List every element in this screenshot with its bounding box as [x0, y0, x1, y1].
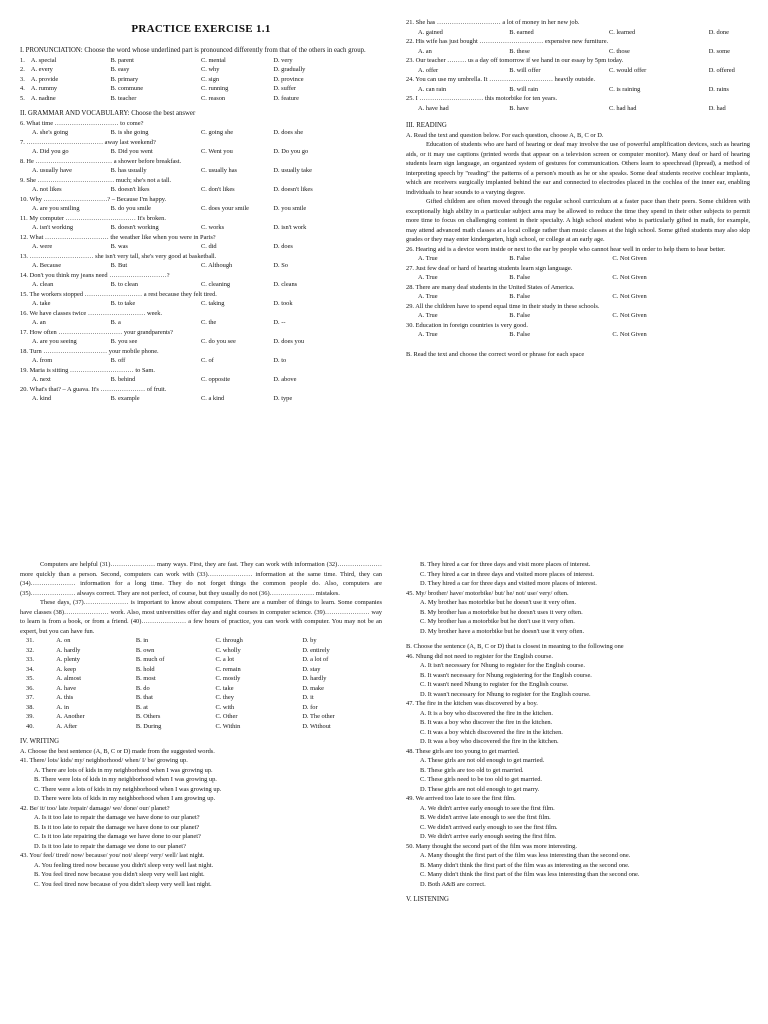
writing-question-list — [20, 756, 382, 889]
grammar-question: 8. He ……………………………… a shower before breakfast. — [20, 157, 182, 165]
grammar-question-list — [20, 119, 382, 404]
option-c: C. Not Given — [612, 312, 647, 319]
option-d: D. to — [273, 357, 287, 364]
writing-option: D. They hired a car for three days and visited more places of interest. — [420, 580, 597, 587]
writing-option: C. There were a lots of kids in my neighborhood when I was growing up. — [34, 785, 222, 793]
grammar-question: 7. ……………………………… away last weekend? — [20, 138, 156, 146]
option-c: C. Not Given — [612, 293, 647, 300]
option-a: A. are you seeing — [32, 338, 77, 345]
option-b: B. False — [509, 293, 531, 300]
option-d: D. doesn't likes — [273, 186, 313, 193]
option-c: C. Other — [215, 713, 238, 720]
cloze-row — [20, 646, 382, 656]
writing-option: A. Many thought the first part of the film was less interesting than the second one. — [420, 852, 631, 859]
option-d: D. rains — [708, 85, 729, 93]
option-c: C. Went you — [201, 148, 233, 155]
option-a: A. True — [418, 293, 438, 300]
writing-option: C. You feel tired now because of you didn't sleep very well last night. — [34, 880, 212, 888]
option-d: D. done — [708, 28, 729, 36]
option-a: A. True — [418, 255, 438, 262]
option-a: A. not likes — [32, 186, 62, 193]
option-d: D. by — [302, 637, 317, 644]
reading-question: 27. Just few deaf or hard of hearing students learn sign language. — [406, 264, 573, 272]
option-b: B. Others — [135, 713, 161, 720]
option-c: C. learned — [608, 28, 636, 36]
option-a: A. True — [418, 331, 438, 338]
reading-heading: III. READING — [406, 122, 447, 129]
option-b: B. will rain — [509, 85, 539, 93]
option-a: A. this — [56, 694, 74, 701]
cloze-row — [20, 703, 382, 713]
cloze-row — [20, 674, 382, 684]
grammar-options — [20, 375, 382, 385]
listening-heading: V. LISTENING — [406, 896, 449, 903]
grammar-question: 11. My computer …………………………… It's broken. — [20, 214, 166, 222]
option-d: D. had — [708, 104, 726, 112]
grammar-options — [20, 185, 382, 195]
option-a: A. After — [56, 722, 78, 730]
option-c: C. works — [201, 224, 225, 231]
writing-option: B. Many didn't think the first part of the film was as interesting as the second one. — [420, 861, 630, 869]
option-a: A. in — [56, 703, 69, 711]
cloze-number: 36. — [26, 684, 34, 692]
cloze-number: 35. — [26, 675, 34, 682]
writing-option: A. It is a boy who discovered the fire in the kitchen. — [420, 709, 553, 717]
cloze-number: 37. — [26, 694, 34, 701]
grammar-options — [20, 280, 382, 290]
cloze-number: 40. — [26, 722, 34, 730]
option-c: C. Not Given — [612, 255, 647, 262]
grammar-question: 22. His wife has just bought ………………………… expensive new furniture. — [406, 38, 609, 45]
option-a: A. almost — [56, 675, 82, 682]
page-2-left-column — [20, 560, 382, 1022]
option-c: C. those — [608, 47, 630, 55]
option-b: B. a — [110, 319, 121, 326]
grammar-options — [20, 204, 382, 214]
option-b: B. has usually — [110, 167, 147, 174]
option-b: B. have — [509, 104, 529, 112]
option-b: B. earned — [509, 28, 534, 36]
grammar-options — [20, 299, 382, 309]
option-b: B. off — [110, 357, 126, 364]
grammar-options — [406, 66, 750, 76]
cloze-row — [20, 722, 382, 732]
page-2-right-column — [406, 560, 750, 1022]
option-d: D. usually take — [273, 167, 312, 174]
grammar-question: 19. Maria is sitting ………………………… to Sam. — [20, 366, 155, 374]
option-a: A. clean — [32, 281, 54, 288]
option-c: C. mostly — [215, 675, 241, 682]
option-b: B. During — [135, 722, 162, 730]
option-b: B. to take — [110, 300, 136, 307]
reading-question-list — [406, 245, 750, 340]
option-a: A. are you smiling — [32, 205, 80, 212]
option-a: A. True — [418, 312, 438, 319]
option-a: A. take — [32, 300, 51, 307]
option-d: D. Do you go — [273, 148, 309, 155]
option-d: D. type — [273, 395, 293, 402]
option-b: B. False — [509, 274, 531, 281]
option-b: B. False — [509, 255, 531, 262]
writing-option: D. It was a boy who discovered the fire in the kitchen. — [420, 738, 559, 745]
reading-paragraph-2: Gifted children are often moved through the regular school curriculum at a faster pace than their peers. Some children with exceptionally high ability in a particular subject area may be allowed to reduce the time they spend in their other subjects to permit more time to focus on challenging content in their specialty. A high school student who is particularly gifted in math, for example, may attend advanced math classes at a local college rather than music classes at the high school. Some gifted students may also skip grades or they may enter kindergarten, high school, or college at an early age. — [406, 198, 750, 243]
grammar-question: 12. What ………………………… the weather like when you were in Paris? — [20, 233, 216, 241]
writing-option: D. Is it too late to repair the damage we done to our planet? — [34, 842, 186, 850]
option-b: B. in — [135, 637, 149, 644]
cloze-paragraph-2: These days, (37)………………… is important to know about computers. There are a number of things to learn. Some companies have classes (38)………………… work. Also, most universities offer day and night courses in computer science. (39)………………… way to learn is from a book, or from a friend. (40)………………… a few hours of practice, you can work with computer. You may not be an expert, but you can have fun. — [20, 599, 382, 635]
cloze-row — [20, 655, 382, 665]
grammar-options — [20, 261, 382, 271]
option-d: D. some — [708, 47, 730, 55]
grammar-question: 13. ………………………… she isn't very tall, she's very good at basketball. — [20, 252, 217, 260]
option-c: C. they — [215, 694, 234, 701]
writing-option: B. You feel tired now because you didn't sleep very well last night. — [34, 871, 205, 878]
grammar-question-list-continued — [406, 18, 750, 113]
option-a: A. were — [32, 243, 53, 250]
option-c: C. taking — [201, 300, 225, 307]
option-c: C. a lot — [215, 656, 235, 663]
option-d: D. stay — [302, 665, 321, 673]
writing-option: B. These girls are too old to get married. — [420, 766, 524, 774]
option-c: C. with — [215, 703, 235, 711]
cloze-option-table — [20, 636, 382, 731]
option-d: D. make — [302, 684, 324, 692]
option-d: D. hardly — [302, 675, 327, 682]
option-a: A. kind — [32, 395, 52, 402]
page-gap — [0, 522, 768, 548]
cloze-number: 38. — [26, 703, 34, 711]
option-c: C. of — [201, 357, 214, 364]
grammar-question: 17. How often ………………………… your grandparents? — [20, 328, 173, 336]
option-d: D. does you — [273, 338, 305, 345]
option-a: A. gained — [418, 28, 443, 36]
grammar-options — [20, 242, 382, 252]
grammar-question: 14. Don't you think my jeans need ………………………? — [20, 271, 170, 279]
grammar-heading: II. GRAMMAR AND VOCABULARY: Choose the best answer — [20, 110, 196, 117]
option-d: D. took — [273, 300, 293, 307]
option-a: A. offer — [418, 66, 439, 74]
option-b: B. is she going — [110, 129, 149, 136]
option-a: A. on — [56, 637, 71, 644]
grammar-question: 20. What's that? – A guava. It's ………………… of fruit. — [20, 385, 167, 393]
option-c: C. Not Given — [612, 331, 647, 338]
option-c: C. had had — [608, 104, 637, 112]
writing-option: A. There are lots of kids in my neighborhood when I was growing up. — [34, 766, 213, 774]
grammar-options — [406, 85, 750, 95]
option-b: B. But — [110, 262, 128, 269]
option-a: A. she's going — [32, 129, 69, 136]
writing-option: C. Is it too late repairing the damage we have done to our planet? — [34, 833, 201, 840]
option-c: C. do you see — [201, 338, 236, 345]
option-a: A. Another — [56, 713, 85, 720]
writing-option: D. There were lots of kids in my neighborhood when I am growing up. — [34, 795, 216, 802]
reading-options — [406, 273, 750, 283]
grammar-options — [406, 47, 750, 57]
cloze-row — [20, 665, 382, 675]
grammar-options — [406, 104, 750, 114]
writing-option: A. My brother has motorbike but he doesn't use it very often. — [420, 599, 577, 606]
option-c: C. Within — [215, 722, 241, 730]
pronunciation-item: 4. A. rummy B. commune C. running D. suffer — [20, 85, 296, 92]
writing-option: C. It wasn't need Nhung to register for the English course. — [420, 681, 569, 688]
option-c: C. opposite — [201, 376, 231, 383]
writing-part-b-list — [406, 652, 750, 890]
option-a: A. keep — [56, 665, 77, 673]
option-c: C. take — [215, 684, 234, 692]
writing-option: A. Is it too late to repair the damage we have done to our planet? — [34, 814, 200, 821]
writing-question: 50. Many thought the second part of the film was more interesting. — [406, 842, 577, 850]
cloze-number: 34. — [26, 665, 34, 673]
writing-part-a-instruction: A. Choose the best sentence (A, B, C or D) made from the suggested words. — [20, 747, 215, 755]
writing-option: D. We didn't arrive early enough seeing the first film. — [420, 833, 557, 840]
grammar-question: 21. She has ………………………… a lot of money in her new job. — [406, 19, 580, 26]
option-a: A. Did you go — [32, 148, 69, 155]
option-a: A. from — [32, 357, 53, 364]
writing-question: 47. The fire in the kitchen was discovered by a boy. — [406, 700, 538, 707]
reading-question: 30. Education in foreign countries is very good. — [406, 321, 528, 329]
grammar-question: 15. The workers stopped ……………………… a rest because they felt tired. — [20, 290, 217, 298]
writing-option: A. We didn't arrive early enough to see the first film. — [420, 804, 555, 812]
option-d: D. above — [273, 376, 297, 383]
writing-option: B. We didn't arrive late enough to see the first film. — [420, 814, 551, 821]
writing-question: 49. We arrived too late to see the first film. — [406, 795, 516, 802]
grammar-question: 9. She ……………………………… much; she's not a tall. — [20, 176, 172, 184]
writing-question: 42. Be/ it/ too/ late /repair/ damage/ we/ done/ our/ planet? — [20, 804, 170, 812]
option-a: A. True — [418, 274, 438, 281]
option-b: B. hold — [135, 665, 155, 673]
option-b: B. False — [509, 331, 531, 338]
option-c: C. usually has — [201, 167, 238, 174]
reading-options — [406, 311, 750, 321]
option-d: D. The other — [302, 713, 335, 720]
option-b: B. much of — [135, 656, 165, 663]
pronunciation-list — [20, 56, 382, 104]
option-c: C. a kind — [201, 395, 225, 402]
writing-option: C. These girls need to be too old to get married. — [420, 776, 542, 783]
option-b: B. behind — [110, 376, 136, 383]
writing-option: C. They hired a car in three days and visited more places of interest. — [420, 570, 594, 578]
option-d: D. does — [273, 243, 293, 250]
page-title: PRACTICE EXERCISE 1.1 — [131, 23, 271, 35]
option-c: C. through — [215, 637, 243, 644]
option-d: D. So — [273, 262, 288, 269]
writing-option: D. My brother have a motorbike but he doesn't use it very often. — [420, 627, 585, 635]
option-a: A. can rain — [418, 85, 447, 93]
grammar-question: 16. We have classes twice ……………………… week. — [20, 309, 163, 317]
option-d: D. cleans — [273, 281, 298, 288]
option-c: C. did — [201, 243, 217, 250]
writing-option: D. Both A&B are correct. — [420, 880, 486, 888]
writing-option: A. It isn't necessary for Nhung to register for the English course. — [420, 662, 585, 669]
writing-option: C. We didn't arrived early enough to see the first film. — [420, 823, 558, 831]
option-a: A. Because — [32, 262, 62, 269]
grammar-options — [20, 337, 382, 347]
option-a: A. hardly — [56, 646, 81, 654]
option-a: A. usually have — [32, 167, 72, 174]
grammar-options — [20, 166, 382, 176]
pronunciation-heading: I. PRONUNCIATION: Choose the word whose underlined part is pronounced differently from that of the others in each group. — [20, 47, 366, 54]
option-d: D. does she — [273, 129, 304, 136]
option-b: B. False — [509, 312, 531, 319]
writing-part-b-instruction: B. Choose the sentence (A, B, C or D) that is closest in meaning to the following one — [406, 643, 624, 650]
option-a: A. have had — [418, 104, 449, 112]
writing-question: 46. Nhung did not need to register for the English course. — [406, 652, 553, 660]
option-b: B. was — [110, 243, 128, 250]
option-b: B. own — [135, 646, 155, 654]
option-d: D. entirely — [302, 646, 330, 654]
writing-option: C. Many didn't think the first part of the film was less interesting than the second one. — [420, 871, 640, 878]
grammar-question: 24. You can use my umbrella. It ………………………… heavily outside. — [406, 76, 596, 83]
option-a: A. an — [32, 319, 46, 326]
writing-option: D. These girls are not old enough to get marry. — [420, 785, 540, 793]
reading-question: 26. Hearing aid is a device worn inside or next to the ear by people who cannot hear well in order to help them to hear better. — [406, 245, 726, 253]
cloze-number: 39. — [26, 713, 34, 720]
option-c: C. don't likes — [201, 186, 235, 193]
writing-option: B. It wasn't necessary for Nhung registering for the English course. — [420, 671, 592, 679]
grammar-options — [20, 128, 382, 138]
option-d: D. offered — [708, 66, 735, 74]
cloze-number: 33. — [26, 656, 34, 663]
option-c: C. is raining — [608, 85, 641, 93]
cloze-row — [20, 684, 382, 694]
option-d: D. for — [302, 703, 318, 711]
cloze-number: 31. — [26, 637, 34, 644]
writing-option: B. My brother has a motorbike but he doesn't uses it very often. — [420, 608, 583, 616]
option-b: B. example — [110, 395, 140, 402]
option-b: B. that — [135, 694, 153, 701]
option-c: C. would offer — [608, 66, 647, 74]
option-b: B. will offer — [509, 66, 541, 74]
grammar-options — [20, 356, 382, 366]
option-c: C. remain — [215, 665, 241, 673]
option-c: C. Although — [201, 262, 233, 269]
writing-option: B. They hired a car for three days and visit more places of interest. — [420, 561, 591, 568]
option-d: D. isn't work — [273, 224, 307, 231]
option-a: A. plenty — [56, 656, 80, 663]
option-a: A. isn't working — [32, 224, 74, 231]
page-1-right-column — [406, 18, 750, 518]
option-a: A. next — [32, 376, 51, 383]
writing-question: 43. You/ feel/ tired/ now/ because/ you/ not/ sleep/ very/ well/ last night. — [20, 852, 205, 859]
option-a: A. an — [418, 47, 432, 55]
grammar-question: 10. Why …………………………? – Because I'm happy. — [20, 195, 167, 203]
pronunciation-item: 5. A. nadine B. teacher C. reason D. feature — [20, 94, 299, 102]
option-b: B. doesn't working — [110, 224, 159, 231]
reading-options — [406, 292, 750, 302]
pronunciation-item: 2. A. every B. easy C. why D. gradually — [20, 66, 306, 73]
option-b: B. do — [135, 684, 150, 692]
option-b: B. doesn't likes — [110, 186, 150, 193]
option-b: B. these — [509, 47, 530, 55]
reading-question: 29. All the children have to spend equal time in their study in these schools. — [406, 302, 600, 310]
option-c: C. cleaning — [201, 281, 231, 288]
grammar-question: 18. Turn ………………………… your mobile phone. — [20, 347, 159, 355]
option-b: B. at — [135, 703, 148, 711]
writing-option: A. You feeling tired now because you didn't sleep very well last night. — [34, 861, 214, 869]
reading-question: 28. There are many deaf students in the United States of America. — [406, 283, 575, 291]
writing-q45: 45. My/ brother/ have/ motorbike/ but/ he/ not/ use/ very/ often. — [406, 589, 569, 597]
writing-option: A. These girls are not old enough to get married. — [420, 757, 545, 764]
cloze-number: 32. — [26, 646, 34, 654]
grammar-question: 25. I ………………………… this motorbike for ten years. — [406, 95, 558, 102]
pronunciation-item: 3. A. provide B. primary C. sign D. province — [20, 75, 304, 83]
grammar-options — [20, 147, 382, 157]
option-d: D. a lot of — [302, 656, 329, 663]
option-b: B. most — [135, 675, 156, 682]
grammar-question: 6. What time ………………………… to come? — [20, 119, 144, 127]
option-c: C. the — [201, 319, 217, 326]
option-c: C. Not Given — [612, 274, 647, 281]
grammar-options — [20, 394, 382, 404]
writing-option: C. It was a boy which discovered the fire in the kitchen. — [420, 728, 563, 736]
option-b: B. you see — [110, 338, 138, 345]
cloze-row — [20, 636, 382, 646]
writing-heading: IV. WRITING — [20, 738, 60, 745]
document-page-2 — [0, 548, 768, 1024]
grammar-question: 23. Our teacher ……… us a day off tomorrow if we hand in our essay by 5pm today. — [406, 57, 624, 64]
option-b: B. to clean — [110, 281, 139, 288]
option-a: A. have — [56, 684, 77, 692]
cloze-paragraph-1: Computers are helpful (31)………………… many ways. First, they are fast. They can work with information (32)………………… more quickly than a person. Second, computers can work with (33)………………… information at the same time. Third, they can (34)………………… information for a long time. They do not forget things the common people do. Also, computers are (35)………………… always correct. They are not perfect, of course, but they usually do not (36)………………… mistakes. — [20, 561, 382, 597]
reading-part-b-instruction: B. Read the text and choose the correct word or phrase for each space — [406, 350, 585, 358]
writing-q44-options — [406, 560, 750, 589]
pronunciation-item: 1. A. special B. parent C. mental D. very — [20, 56, 293, 64]
cloze-row — [20, 712, 382, 722]
writing-option: D. It wasn't necessary for Nhung to register for the English course. — [420, 690, 591, 698]
page-1-left-column — [20, 18, 382, 518]
grammar-options — [20, 223, 382, 233]
writing-option: B. There were lots of kids in my neighborhood when I was growing up. — [34, 776, 217, 783]
writing-option: B. Is it too late to repair the damage we have done to our planet? — [34, 823, 200, 831]
option-c: C. going she — [201, 129, 234, 136]
option-d: D. Without — [302, 722, 331, 730]
grammar-options — [406, 28, 750, 38]
reading-options — [406, 254, 750, 264]
writing-option: C. My brother has a motorbike but he don't use it very often. — [420, 618, 575, 625]
writing-q45-options — [406, 598, 750, 636]
writing-option: B. It was a boy who discover the fire in the kitchen. — [420, 719, 553, 726]
reading-part-a-instruction: A. Read the text and question below. For each question, choose A, B, C or D. — [406, 131, 604, 139]
option-d: D. you smile — [273, 205, 307, 212]
option-d: D. it — [302, 694, 314, 701]
grammar-options — [20, 318, 382, 328]
cloze-row — [20, 693, 382, 703]
option-c: C. does your smile — [201, 205, 249, 212]
reading-options — [406, 330, 750, 340]
reading-paragraph-1: Education of students who are hard of hearing or deaf may involve the use of powerful amplification devices, such as hearing aids, or it may use captions (printed words that appear on a television screen or computer monitor). Many deaf or hard of hearing students learn sign language, an organized system of gestures for communication. Others learn to speechread (lipread), a method of interpreting speech by "reading" the patterns of a person's mouth as he or she speaks. Some deaf students receive cochlear implants, which are receivers surgically implanted behind the ear and connected to electrodes placed in the cochlea of the inner ear, enabling individuals to hear sounds to a varying degree. — [406, 141, 750, 196]
option-d: D. -- — [273, 319, 286, 326]
option-b: B. Did you went — [110, 148, 153, 155]
option-b: B. do you smile — [110, 205, 151, 212]
writing-question: 48. These girls are too young to get married. — [406, 747, 520, 755]
option-c: C. wholly — [215, 646, 241, 654]
writing-question: 41. There/ lots/ kids/ my/ neighborhood/ when/ I/ be/ growing up. — [20, 757, 188, 764]
